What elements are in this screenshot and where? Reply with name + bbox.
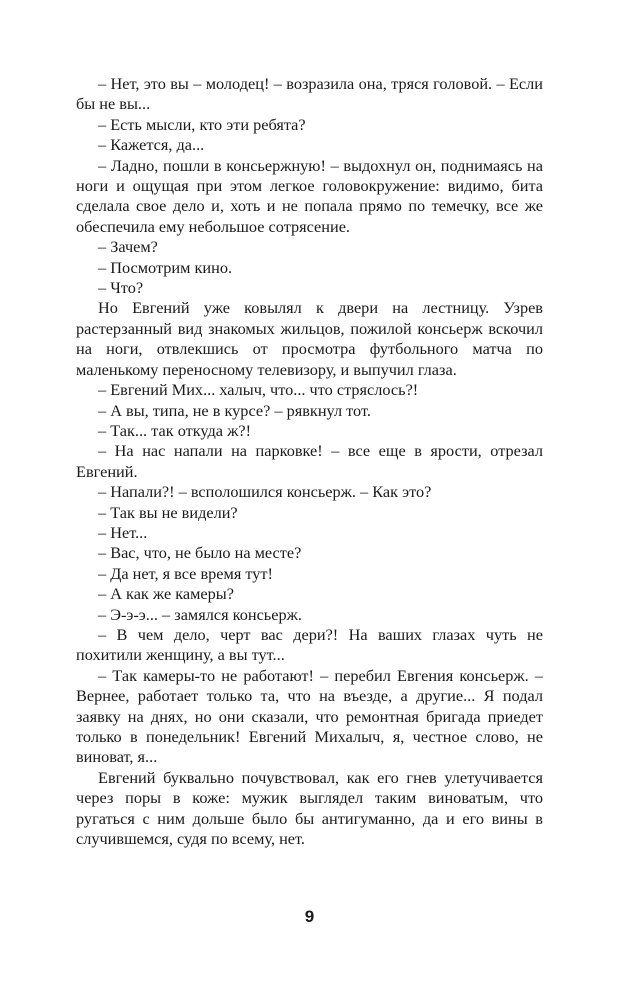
paragraph: – Э-э-э... – замялся консьерж. bbox=[98, 604, 302, 624]
paragraph: – Есть мысли, кто эти ребята? bbox=[98, 114, 306, 134]
paragraph: Евгений буквально почувствовал, как его гнев улетучивается через поры в коже: мужик выглядел таким виноватым, что ругаться с ним дольше было бы антигуманно, да и его вины в случившемся, судя по всему, нет. bbox=[76, 767, 543, 849]
paragraph: – Нет... bbox=[98, 522, 148, 542]
paragraph: – Зачем? bbox=[98, 237, 158, 257]
paragraph: – Да нет, я все время тут! bbox=[98, 563, 273, 583]
paragraph: – Вас, что, не было на месте? bbox=[98, 543, 302, 563]
page-number: 9 bbox=[304, 907, 315, 926]
paragraph: – А как же камеры? bbox=[98, 584, 234, 604]
paragraph: – Ладно, пошли в консьержную! – выдохнул он, поднимаясь на ноги и ощущая при этом легкое головокружение: видимо, бита сделала свое дело и, хоть и не попала прямо по темечку, все же обеспечила ему небольшое сотрясение. bbox=[76, 155, 543, 236]
paragraph: – Что? bbox=[98, 278, 144, 298]
paragraph: – Нет, это вы – молодец! – возразила она, тряся головой. – Если бы не вы... bbox=[76, 74, 543, 114]
paragraph: – На нас напали на парковке! – все еще в ярости, отрезал Евгений. bbox=[76, 441, 543, 481]
paragraph: – Посмотрим кино. bbox=[98, 257, 233, 277]
paragraph: – Кажется, да... bbox=[98, 135, 205, 155]
paragraph: – В чем дело, черт вас дери?! На ваших глазах чуть не похитили женщину, а вы тут... bbox=[76, 624, 543, 665]
paragraph: – Так... так откуда ж?! bbox=[98, 420, 252, 440]
paragraph: Но Евгений уже ковылял к двери на лестницу. Узрев растерзанный вид знакомых жильцов, пожилой консьерж вскочил на ноги, отвлекшись от просмотра футбольного матча по маленькому переносному телевизору, и выпучил глаза. bbox=[76, 298, 543, 379]
paragraph: – Так вы не видели? bbox=[98, 502, 238, 522]
page-text bbox=[76, 74, 543, 849]
paragraph: – Так камеры-то не работают! – перебил Евгения консьерж. – Вернее, работает только та, что на въезде, а другие... Я подал заявку на днях, но они сказали, что ремонтная бригада приедет только в понедельник! Евгений Михалыч, я, честное слово, не виноват, я... bbox=[76, 665, 543, 767]
paragraph: – Напали?! – всполошился консьерж. – Как это? bbox=[98, 482, 432, 502]
paragraph: – Евгений Мих... халыч, что... что стряслось?! bbox=[98, 380, 419, 400]
paragraph: – А вы, типа, не в курсе? – рявкнул тот. bbox=[98, 400, 371, 420]
